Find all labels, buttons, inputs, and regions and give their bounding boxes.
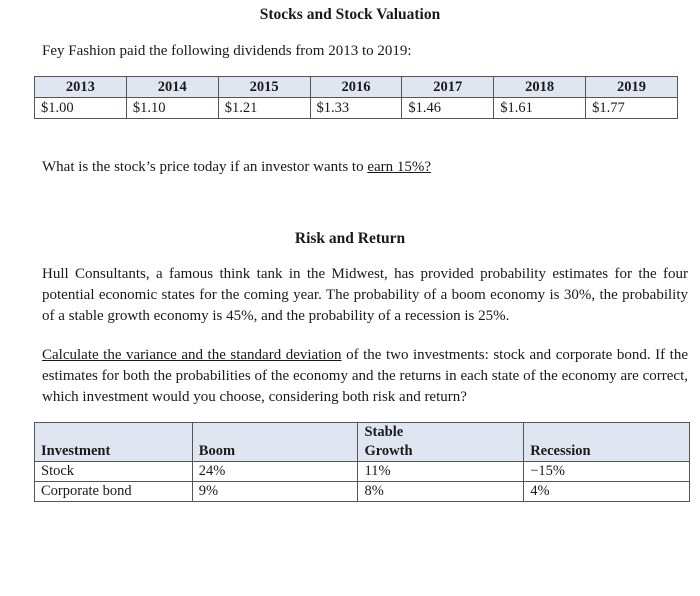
year-cell: 2018 [494,77,586,98]
recession-return: −15% [524,462,690,482]
header-growth: Growth [364,443,413,459]
dividend-cell: $1.21 [218,98,310,119]
header-stable-growth [358,423,524,462]
dividends-value-row [35,98,678,119]
header-recession: Recession [524,423,690,462]
dividend-cell: $1.33 [310,98,402,119]
dividend-cell: $1.00 [35,98,127,119]
stable-return: 11% [358,462,524,482]
recession-return: 4% [524,482,690,502]
year-cell: 2016 [310,77,402,98]
section-title-stocks: Stocks and Stock Valuation [259,6,441,23]
header-investment: Investment [35,423,193,462]
task-underlined: Calculate the variance and the standard deviation [42,347,342,363]
boom-return: 9% [192,482,358,502]
dividends-header-row [35,77,678,98]
question-text [42,159,431,176]
dividend-cell: $1.77 [586,98,678,119]
stable-return: 8% [358,482,524,502]
year-cell: 2017 [402,77,494,98]
section-title-risk: Risk and Return [294,230,406,247]
investments-header-row [35,423,690,462]
paragraph-task [42,345,688,408]
dividend-cell: $1.10 [126,98,218,119]
boom-return: 24% [192,462,358,482]
question-prefix: What is the stock’s price today if an investor wants to [42,159,368,175]
question-underlined: earn 15%? [367,159,432,175]
investments-table [34,422,690,502]
dividends-table [34,76,678,119]
paragraph-probabilities: Hull Consultants, a famous think tank in the Midwest, has provided probability estimates for the four potential economic states for the coming year. The probability of a boom economy is 30%, the probability of a stable growth economy is 45%, and the probability of a recession is 25%. [42,266,688,324]
investment-name: Corporate bond [35,482,193,502]
task-rest: of the two investments: stock and corporate bond. If the estimates for both the probabilities of the economy and the returns in each state of the economy are correct, which investment would you choose, considering both risk and return? [42,347,688,405]
investment-name: Stock [35,462,193,482]
dividend-cell: $1.46 [402,98,494,119]
year-cell: 2013 [35,77,127,98]
header-stable: Stable [364,424,404,440]
table-row [35,462,690,482]
intro-text: Fey Fashion paid the following dividends from 2013 to 2019: [42,43,412,59]
year-cell: 2019 [586,77,678,98]
dividend-cell: $1.61 [494,98,586,119]
year-cell: 2014 [126,77,218,98]
year-cell: 2015 [218,77,310,98]
header-boom: Boom [192,423,358,462]
table-row [35,482,690,502]
